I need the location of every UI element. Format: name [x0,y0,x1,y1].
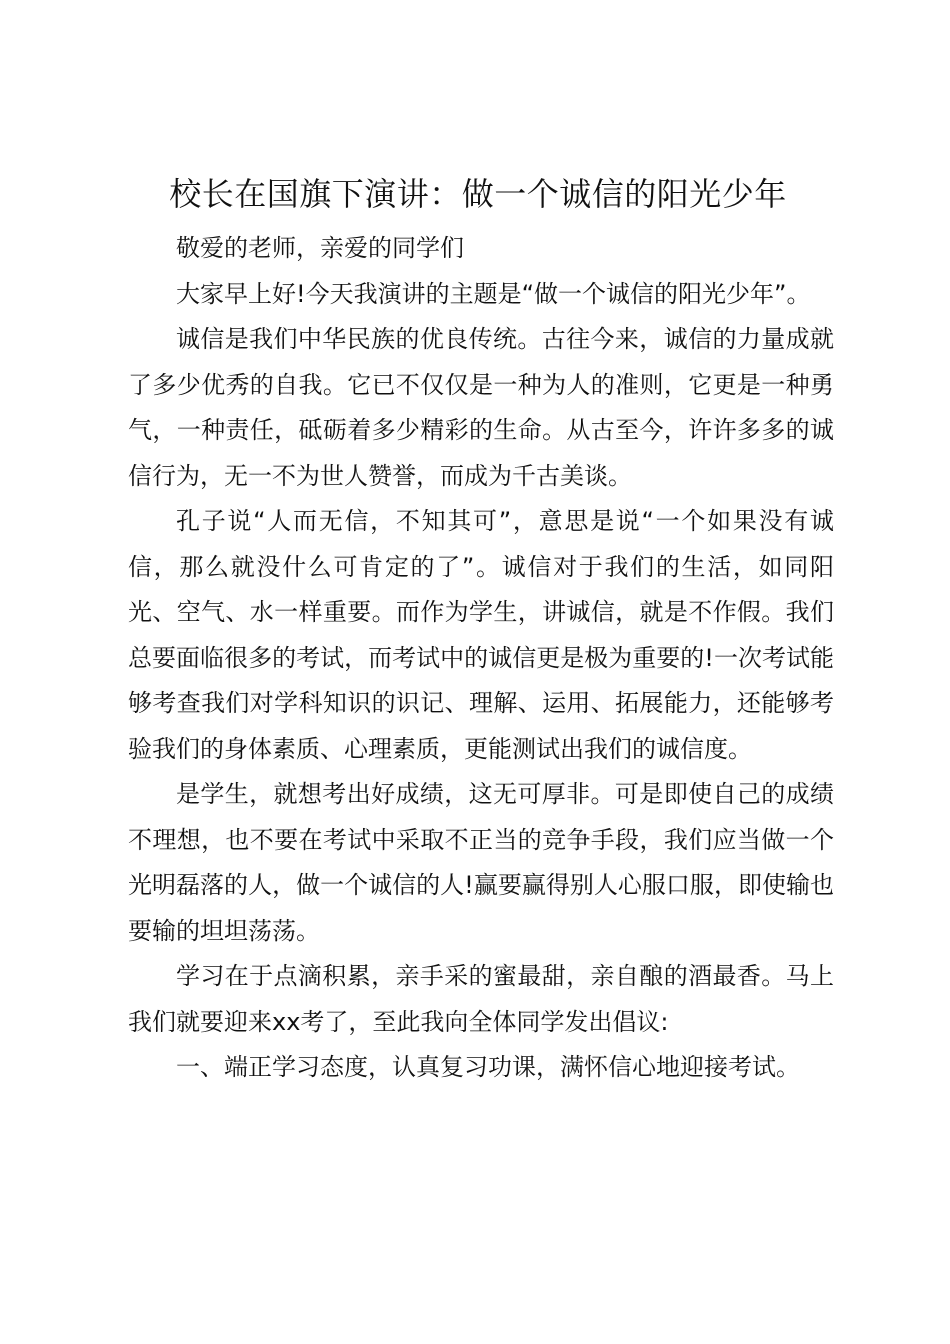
document-title: 校长在国旗下演讲：做一个诚信的阳光少年 [169,175,787,213]
body-paragraph: 孔子说“人而无信，不知其可”，意思是说“一个如果没有诚信，那么就没什么可肯定的了”。诚信对于我们的生活，如同阳光、空气、水一样重要。而作为学生，讲诚信，就是不作假。我们总要面临很多的考试，而考试中的诚信更是极为重要的!一次考试能够考查我们对学科知识的识记、理解、运用、拓展能力，还能够考验我们的身体素质、心理素质，更能测试出我们的诚信度。 [128,507,834,763]
proposal-item: 一、端正学习态度，认真复习功课，满怀信心地迎接考试。 [176,1053,800,1081]
body-paragraph: 是学生，就想考出好成绩，这无可厚非。可是即使自己的成绩不理想，也不要在考试中采取不正当的竞争手段，我们应当做一个光明磊落的人，做一个诚信的人!赢要赢得别人心服口服，即使输也要输的坦坦荡荡。 [128,780,834,945]
document-body [128,226,834,1091]
body-paragraph: 诚信是我们中华民族的优良传统。古往今来，诚信的力量成就了多少优秀的自我。它已不仅仅是一种为人的准则，它更是一种勇气，一种责任，砥砺着多少精彩的生命。从古至今，许许多多的诚信行为，无一不为世人赞誉，而成为千古美谈。 [128,325,834,490]
opening-paragraph: 大家早上好!今天我演讲的主题是“做一个诚信的阳光少年”。 [176,279,811,308]
salutation-paragraph: 敬爱的老师，亲爱的同学们 [176,234,464,262]
body-paragraph: 学习在于点滴积累，亲手采的蜜最甜，亲自酿的酒最香。马上我们就要迎来xx考了，至此我向全体同学发出倡议: [128,962,834,1036]
